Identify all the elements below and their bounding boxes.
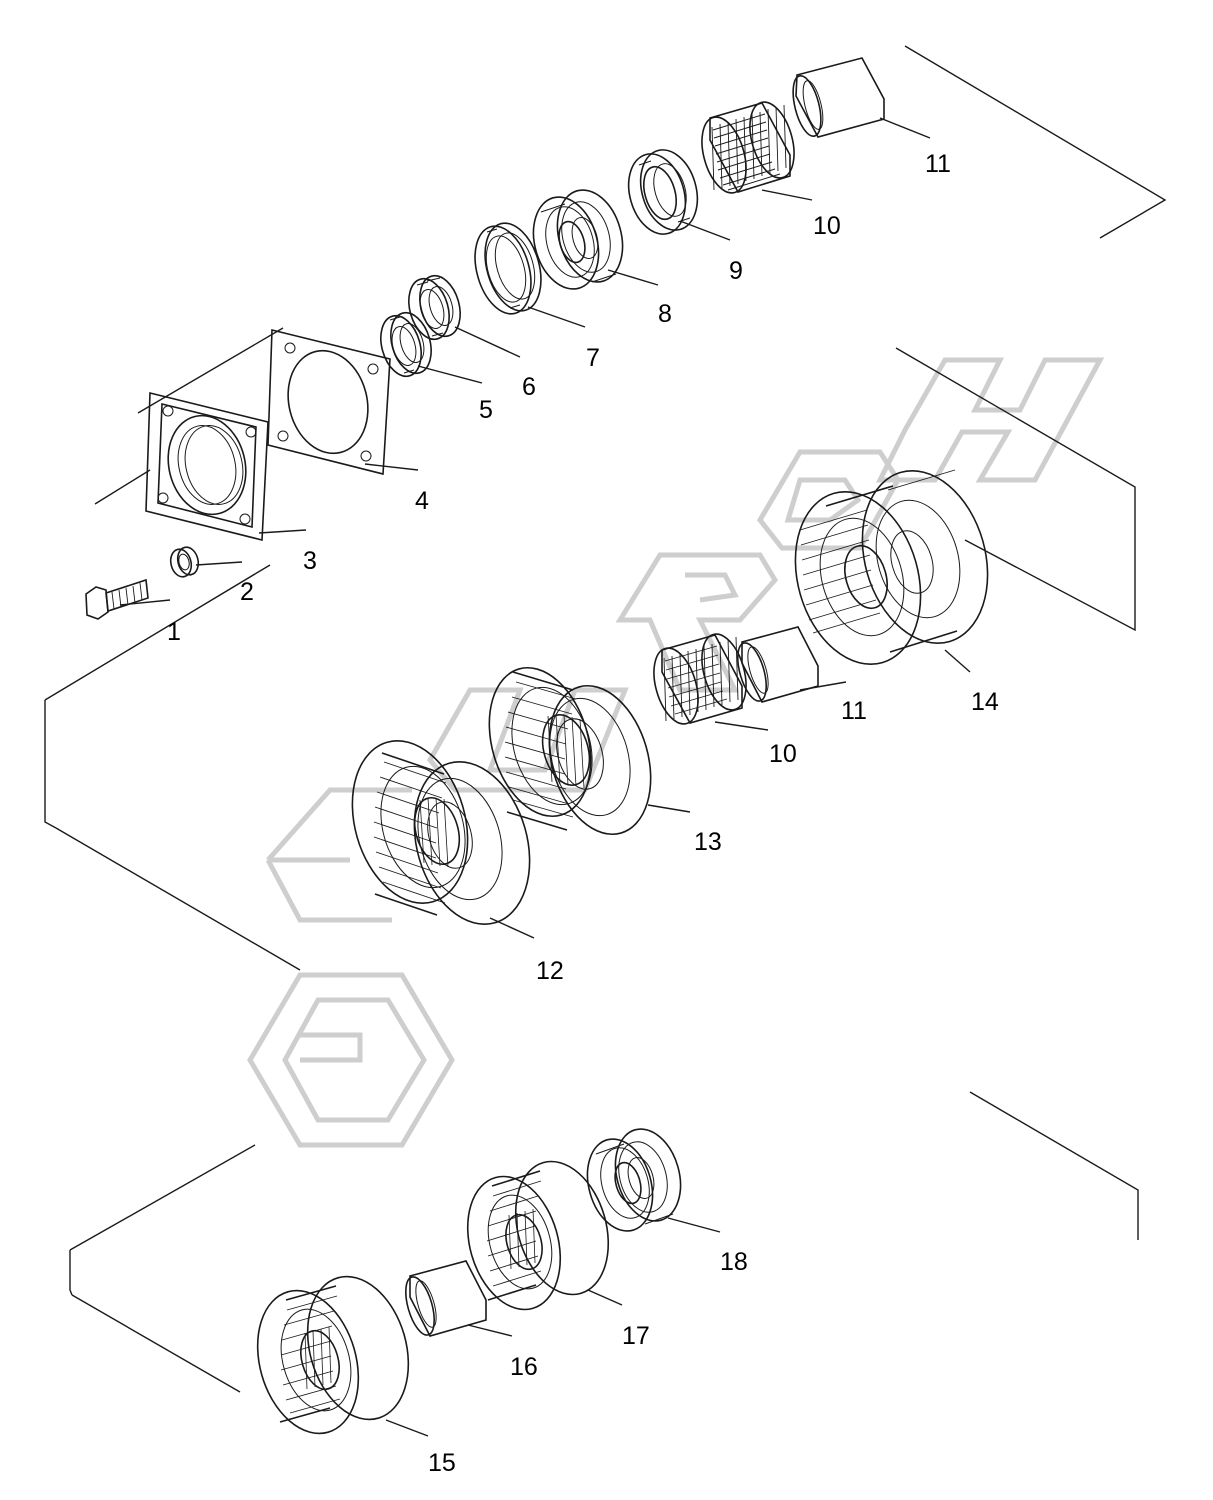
leader-13 — [648, 805, 690, 812]
callout-9: 9 — [729, 257, 743, 285]
part-bolt-1 — [86, 580, 148, 619]
leader-18 — [668, 1218, 720, 1232]
leader-3-top — [259, 530, 306, 533]
callout-6: 6 — [522, 373, 536, 401]
callout-12: 12 — [536, 957, 564, 985]
callout-15: 15 — [428, 1449, 456, 1477]
callout-1: 1 — [167, 618, 181, 646]
leader-12 — [490, 918, 534, 938]
callout-4: 4 — [415, 487, 429, 515]
leader-11-top — [880, 118, 930, 138]
part-snap-ring-6 — [402, 271, 467, 344]
part-synchronizer-13 — [473, 656, 667, 847]
callout-16: 16 — [510, 1353, 538, 1381]
part-gear-17 — [453, 1151, 623, 1321]
callout-14: 14 — [971, 688, 999, 716]
leader-16 — [468, 1325, 512, 1336]
callout-2: 2 — [240, 578, 254, 606]
callout-11-top: 11 — [925, 150, 951, 178]
leader-14 — [945, 650, 970, 672]
callout-7: 7 — [586, 344, 600, 372]
watermark-euroh — [250, 360, 1100, 1145]
leader-11-mid — [800, 682, 846, 690]
leader-2-top — [196, 562, 242, 565]
part-gear-14 — [776, 456, 1007, 679]
part-snap-ring-7 — [466, 217, 551, 321]
leader-6-top — [455, 327, 520, 357]
callout-11-mid: 11 — [841, 697, 867, 725]
leader-5-top — [418, 366, 482, 383]
callout-3: 3 — [303, 547, 317, 575]
panel-bottom — [70, 1092, 1138, 1392]
callout-18: 18 — [720, 1248, 748, 1276]
part-gasket-4 — [268, 330, 390, 474]
callout-5: 5 — [479, 396, 493, 424]
callout-10-top: 10 — [813, 212, 841, 240]
part-bearing-cover-3 — [146, 393, 268, 540]
leader-9-top — [680, 221, 730, 240]
leader-17 — [588, 1290, 622, 1305]
leader-10-mid — [715, 722, 768, 730]
panel-middle — [45, 344, 1135, 970]
leader-10-top — [762, 190, 812, 200]
leader-7-top — [528, 307, 585, 327]
part-oil-seal-5 — [374, 308, 438, 381]
part-ball-bearing-8 — [523, 182, 633, 296]
leader-8-top — [608, 270, 658, 285]
callout-13: 13 — [694, 828, 722, 856]
callout-10-mid: 10 — [769, 740, 797, 768]
part-gear-15 — [242, 1265, 425, 1446]
leader-4-top — [365, 464, 418, 470]
callout-8: 8 — [658, 300, 672, 328]
part-splined-hub-10 — [694, 97, 802, 198]
part-washer-2 — [168, 545, 201, 579]
callout-17: 17 — [622, 1322, 650, 1350]
leader-15 — [386, 1420, 428, 1436]
part-ball-bearing-18 — [577, 1121, 691, 1238]
part-bushing-11 — [788, 58, 884, 139]
